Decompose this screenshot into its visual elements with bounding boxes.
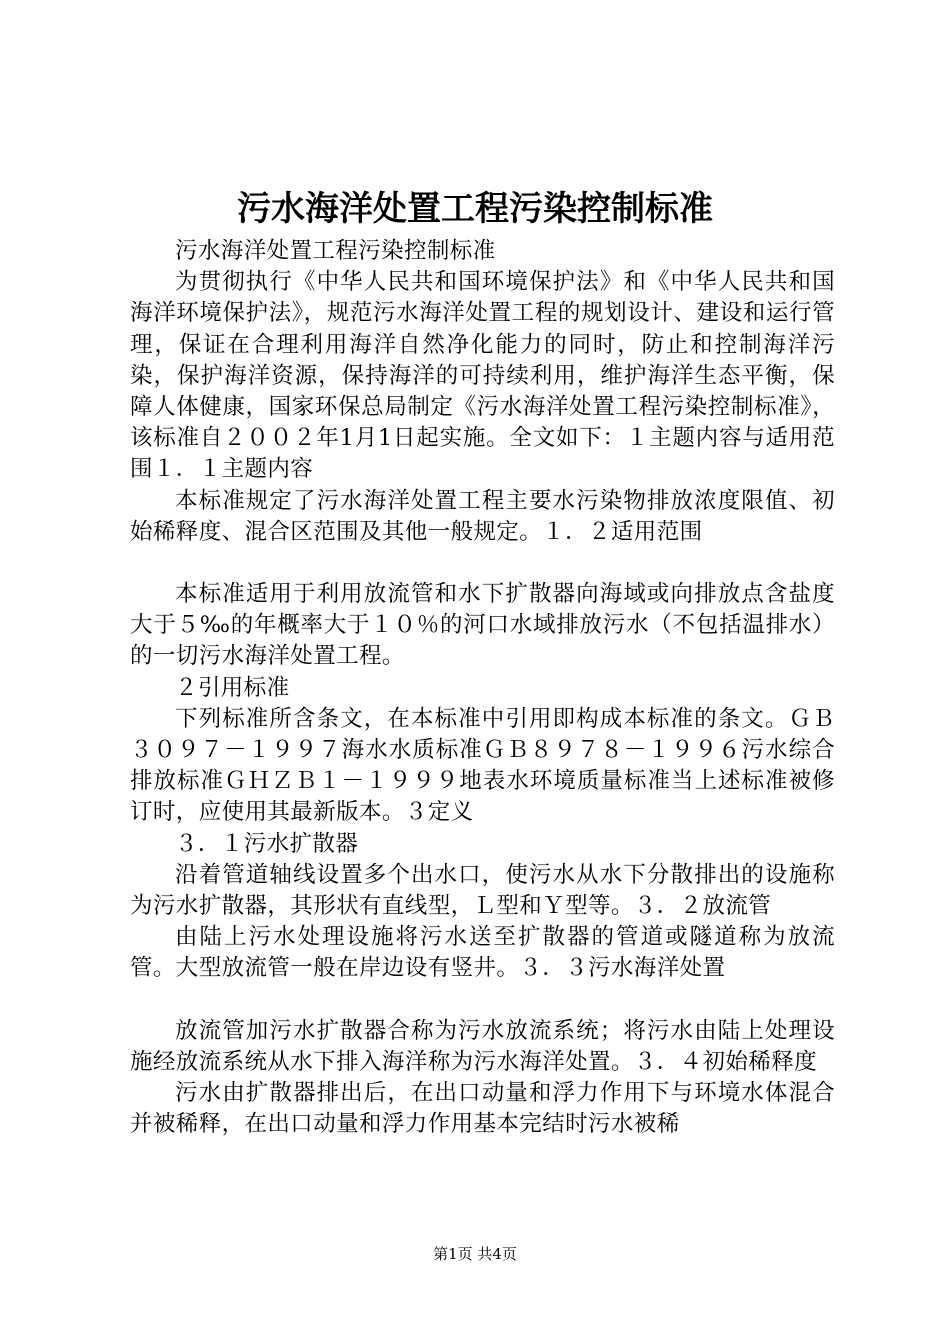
section-heading-diffuser: ３．１污水扩散器 bbox=[175, 830, 359, 857]
paragraph-applicability: 本标准适用于利用放流管和水下扩散器向海域或向排放点含盐度大于５‰的年概率大于１０％的河口水域排放污水（不包括温排水）的一切污水海洋处置工程。 bbox=[130, 581, 835, 670]
paragraph-diffuser: 沿着管道轴线设置多个出水口，使污水从水下分散排出的设施称为污水扩散器，其形状有直线型，Ｌ型和Ｙ型等。３．２放流管 bbox=[130, 861, 835, 920]
page-number: 第1页 共4页 bbox=[433, 1245, 517, 1263]
document-body bbox=[130, 236, 835, 1140]
document-title: 污水海洋处置工程污染控制标准 bbox=[237, 189, 713, 229]
paragraph-scope-content: 本标准规定了污水海洋处置工程主要水污染物排放浓度限值、初始稀释度、混合区范围及其他一般规定。１．２适用范围 bbox=[130, 487, 835, 545]
paragraph-references: 下列标准所含条文，在本标准中引用即构成本标准的条文。ＧＢ３０９７－１９９７海水水质标准ＧＢ８９７８－１９９６污水综合排放标准ＧＨＺＢ１－１９９９地表水环境质量标准当上述标准被修订时，应使用其最新版本。３定义 bbox=[130, 705, 835, 826]
paragraph-intro: 为贯彻执行《中华人民共和国环境保护法》和《中华人民共和国海洋环境保护法》，规范污水海洋处置工程的规划设计、建设和运行管理，保证在合理利用海洋自然净化能力的同时，防止和控制海洋污染，保护海洋资源，保持海洋的可持续利用，维护海洋生态平衡，保障人体健康，国家环保总局制定《污水海洋处置工程污染控制标准》，该标准自２００２年1月1日起实施。全文如下：１主题内容与适用范围１．１主题内容 bbox=[130, 269, 835, 483]
paragraph-outfall-pipe: 由陆上污水处理设施将污水送至扩散器的管道或隧道称为放流管。大型放流管一般在岸边设有竖井。３．３污水海洋处置 bbox=[130, 924, 835, 982]
paragraph-ocean-disposal: 放流管加污水扩散器合称为污水放流系统；将污水由陆上处理设施经放流系统从水下排入海洋称为污水海洋处置。３．４初始稀释度 bbox=[130, 1017, 835, 1075]
paragraph-subtitle: 污水海洋处置工程污染控制标准 bbox=[175, 238, 496, 264]
paragraph-initial-dilution: 污水由扩散器排出后，在出口动量和浮力作用下与环境水体混合并被稀释，在出口动量和浮力作用基本完结时污水被稀 bbox=[130, 1080, 835, 1138]
section-heading-references: ２引用标准 bbox=[175, 674, 290, 701]
